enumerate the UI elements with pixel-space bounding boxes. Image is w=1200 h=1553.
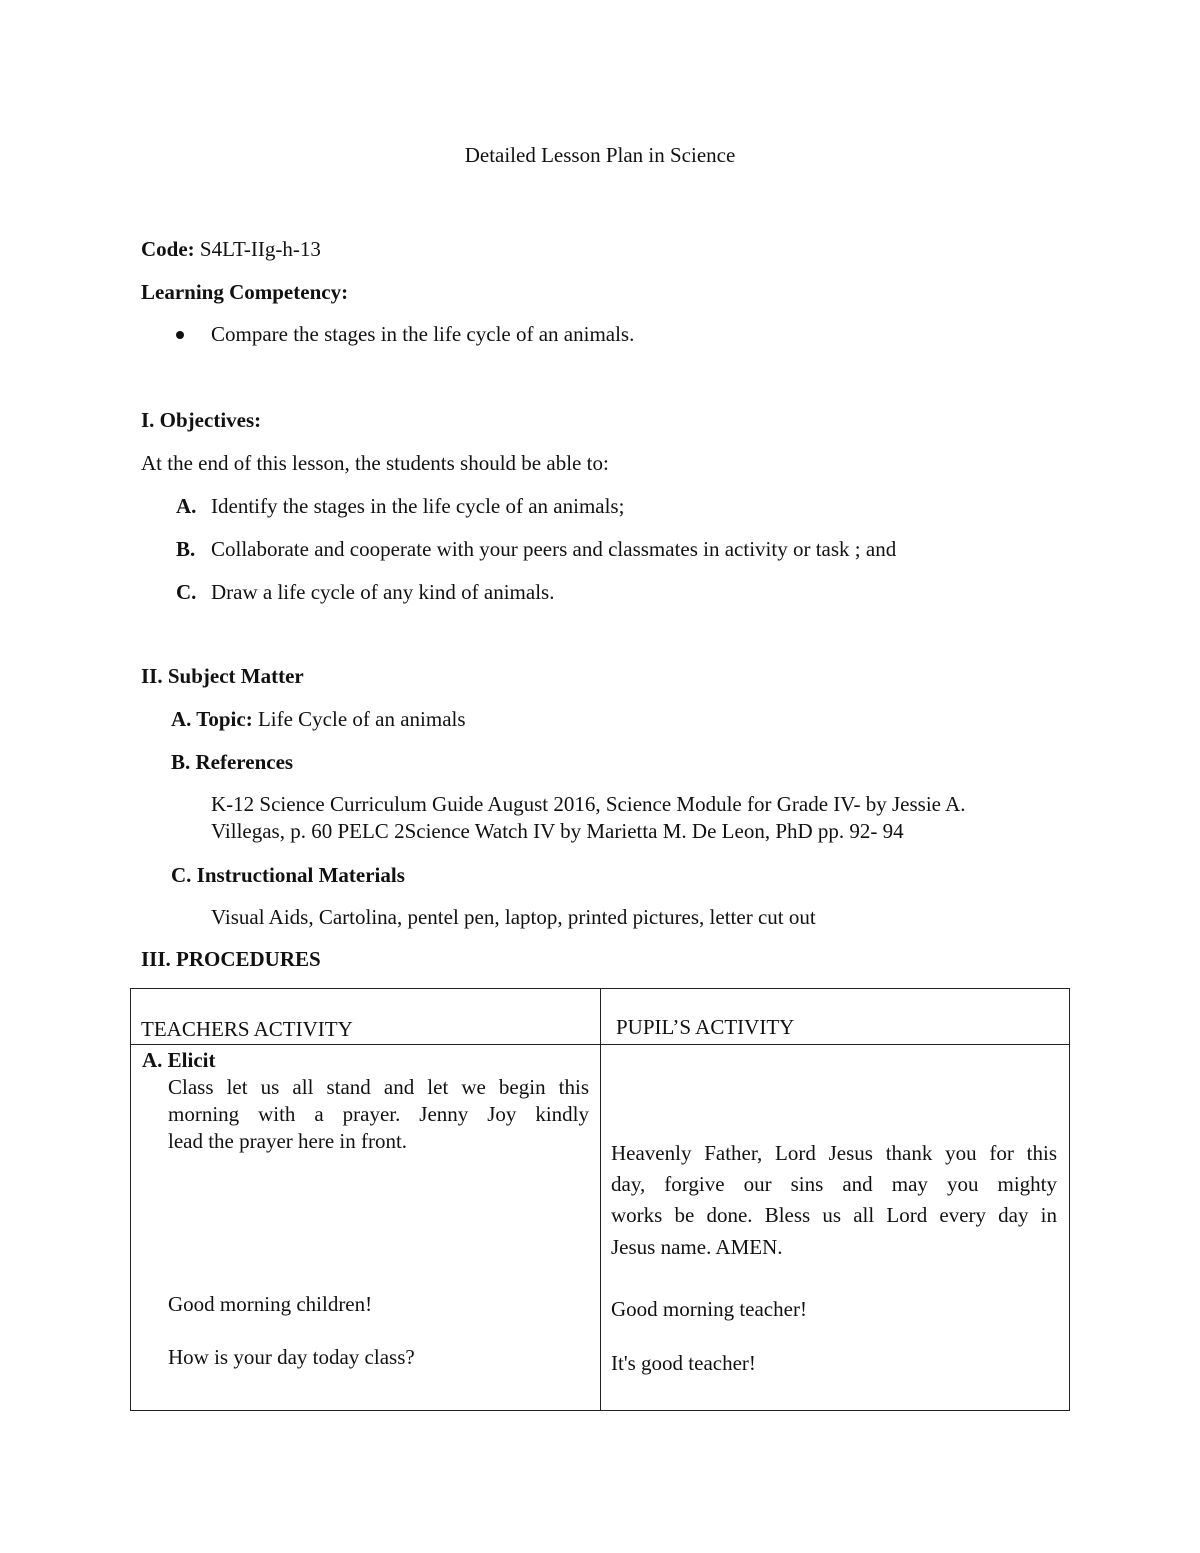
pupil-answer: It's good teacher! <box>611 1351 756 1375</box>
table-header-row <box>131 989 1070 1045</box>
competency-heading: Learning Competency: <box>141 280 349 304</box>
elicit-label: A. Elicit <box>142 1048 216 1072</box>
procedures-table <box>130 988 1070 1411</box>
references-heading: B. References <box>171 750 294 774</box>
topic-value: Life Cycle of an animals <box>257 707 466 731</box>
header-cell-teacher <box>131 989 601 1045</box>
materials-value: Visual Aids, Cartolina, pentel pen, laptop, printed pictures, letter cut out <box>211 905 816 929</box>
objective-letter-c: C. <box>176 580 197 604</box>
teacher-prayer-line-1: Class let us all stand and let we begin this <box>168 1075 589 1099</box>
objective-letter-b: B. <box>176 537 196 561</box>
references-line-1: K-12 Science Curriculum Guide August 2016, Science Module for Grade IV- by Jessie A. <box>211 792 966 816</box>
header-cell-pupil <box>601 989 1070 1045</box>
objectives-heading: I. Objectives: <box>141 408 262 432</box>
pupil-greeting: Good morning teacher! <box>611 1297 807 1321</box>
pupil-cell <box>601 1045 1070 1411</box>
pupil-prayer-line-3: works be done. Bless us all Lord every day in <box>611 1203 1057 1227</box>
teacher-question: How is your day today class? <box>168 1345 415 1369</box>
code-line <box>141 237 321 262</box>
document-title: Detailed Lesson Plan in Science <box>464 143 736 167</box>
pupil-activity-header: PUPIL’S ACTIVITY <box>616 1015 795 1039</box>
topic-label: A. Topic: <box>171 707 253 731</box>
procedures-heading: III. PROCEDURES <box>141 947 321 971</box>
teacher-activity-header: TEACHERS ACTIVITY <box>141 1017 353 1041</box>
objective-letter-a: A. <box>176 494 197 518</box>
teacher-prayer-line-3: lead the prayer here in front. <box>168 1129 408 1153</box>
pupil-prayer-line-4: Jesus name. AMEN. <box>611 1235 783 1259</box>
pupil-prayer-line-1: Heavenly Father, Lord Jesus thank you for this <box>611 1141 1057 1165</box>
references-line-2: Villegas, p. 60 PELC 2Science Watch IV by Marietta M. De Leon, PhD pp. 92- 94 <box>211 819 904 843</box>
competency-item: Compare the stages in the life cycle of an animals. <box>211 322 635 346</box>
bullet-icon <box>176 331 184 339</box>
materials-heading: C. Instructional Materials <box>171 863 405 887</box>
table-row <box>131 1045 1070 1411</box>
pupil-prayer-line-2: day, forgive our sins and may you mighty <box>611 1172 1057 1196</box>
code-value: S4LT-IIg-h-13 <box>199 237 321 261</box>
objective-text-a: Identify the stages in the life cycle of an animals; <box>211 494 625 518</box>
teacher-greeting: Good morning children! <box>168 1292 373 1316</box>
teacher-prayer-line-2: morning with a prayer. Jenny Joy kindly <box>168 1102 589 1126</box>
topic-line <box>171 707 466 732</box>
objective-text-c: Draw a life cycle of any kind of animals. <box>211 580 555 604</box>
subject-matter-heading: II. Subject Matter <box>141 664 304 688</box>
teacher-cell <box>131 1045 601 1411</box>
code-label: Code: <box>141 237 195 261</box>
objective-text-b: Collaborate and cooperate with your peers and classmates in activity or task ; and <box>211 537 897 561</box>
objectives-intro: At the end of this lesson, the students should be able to: <box>141 451 609 475</box>
